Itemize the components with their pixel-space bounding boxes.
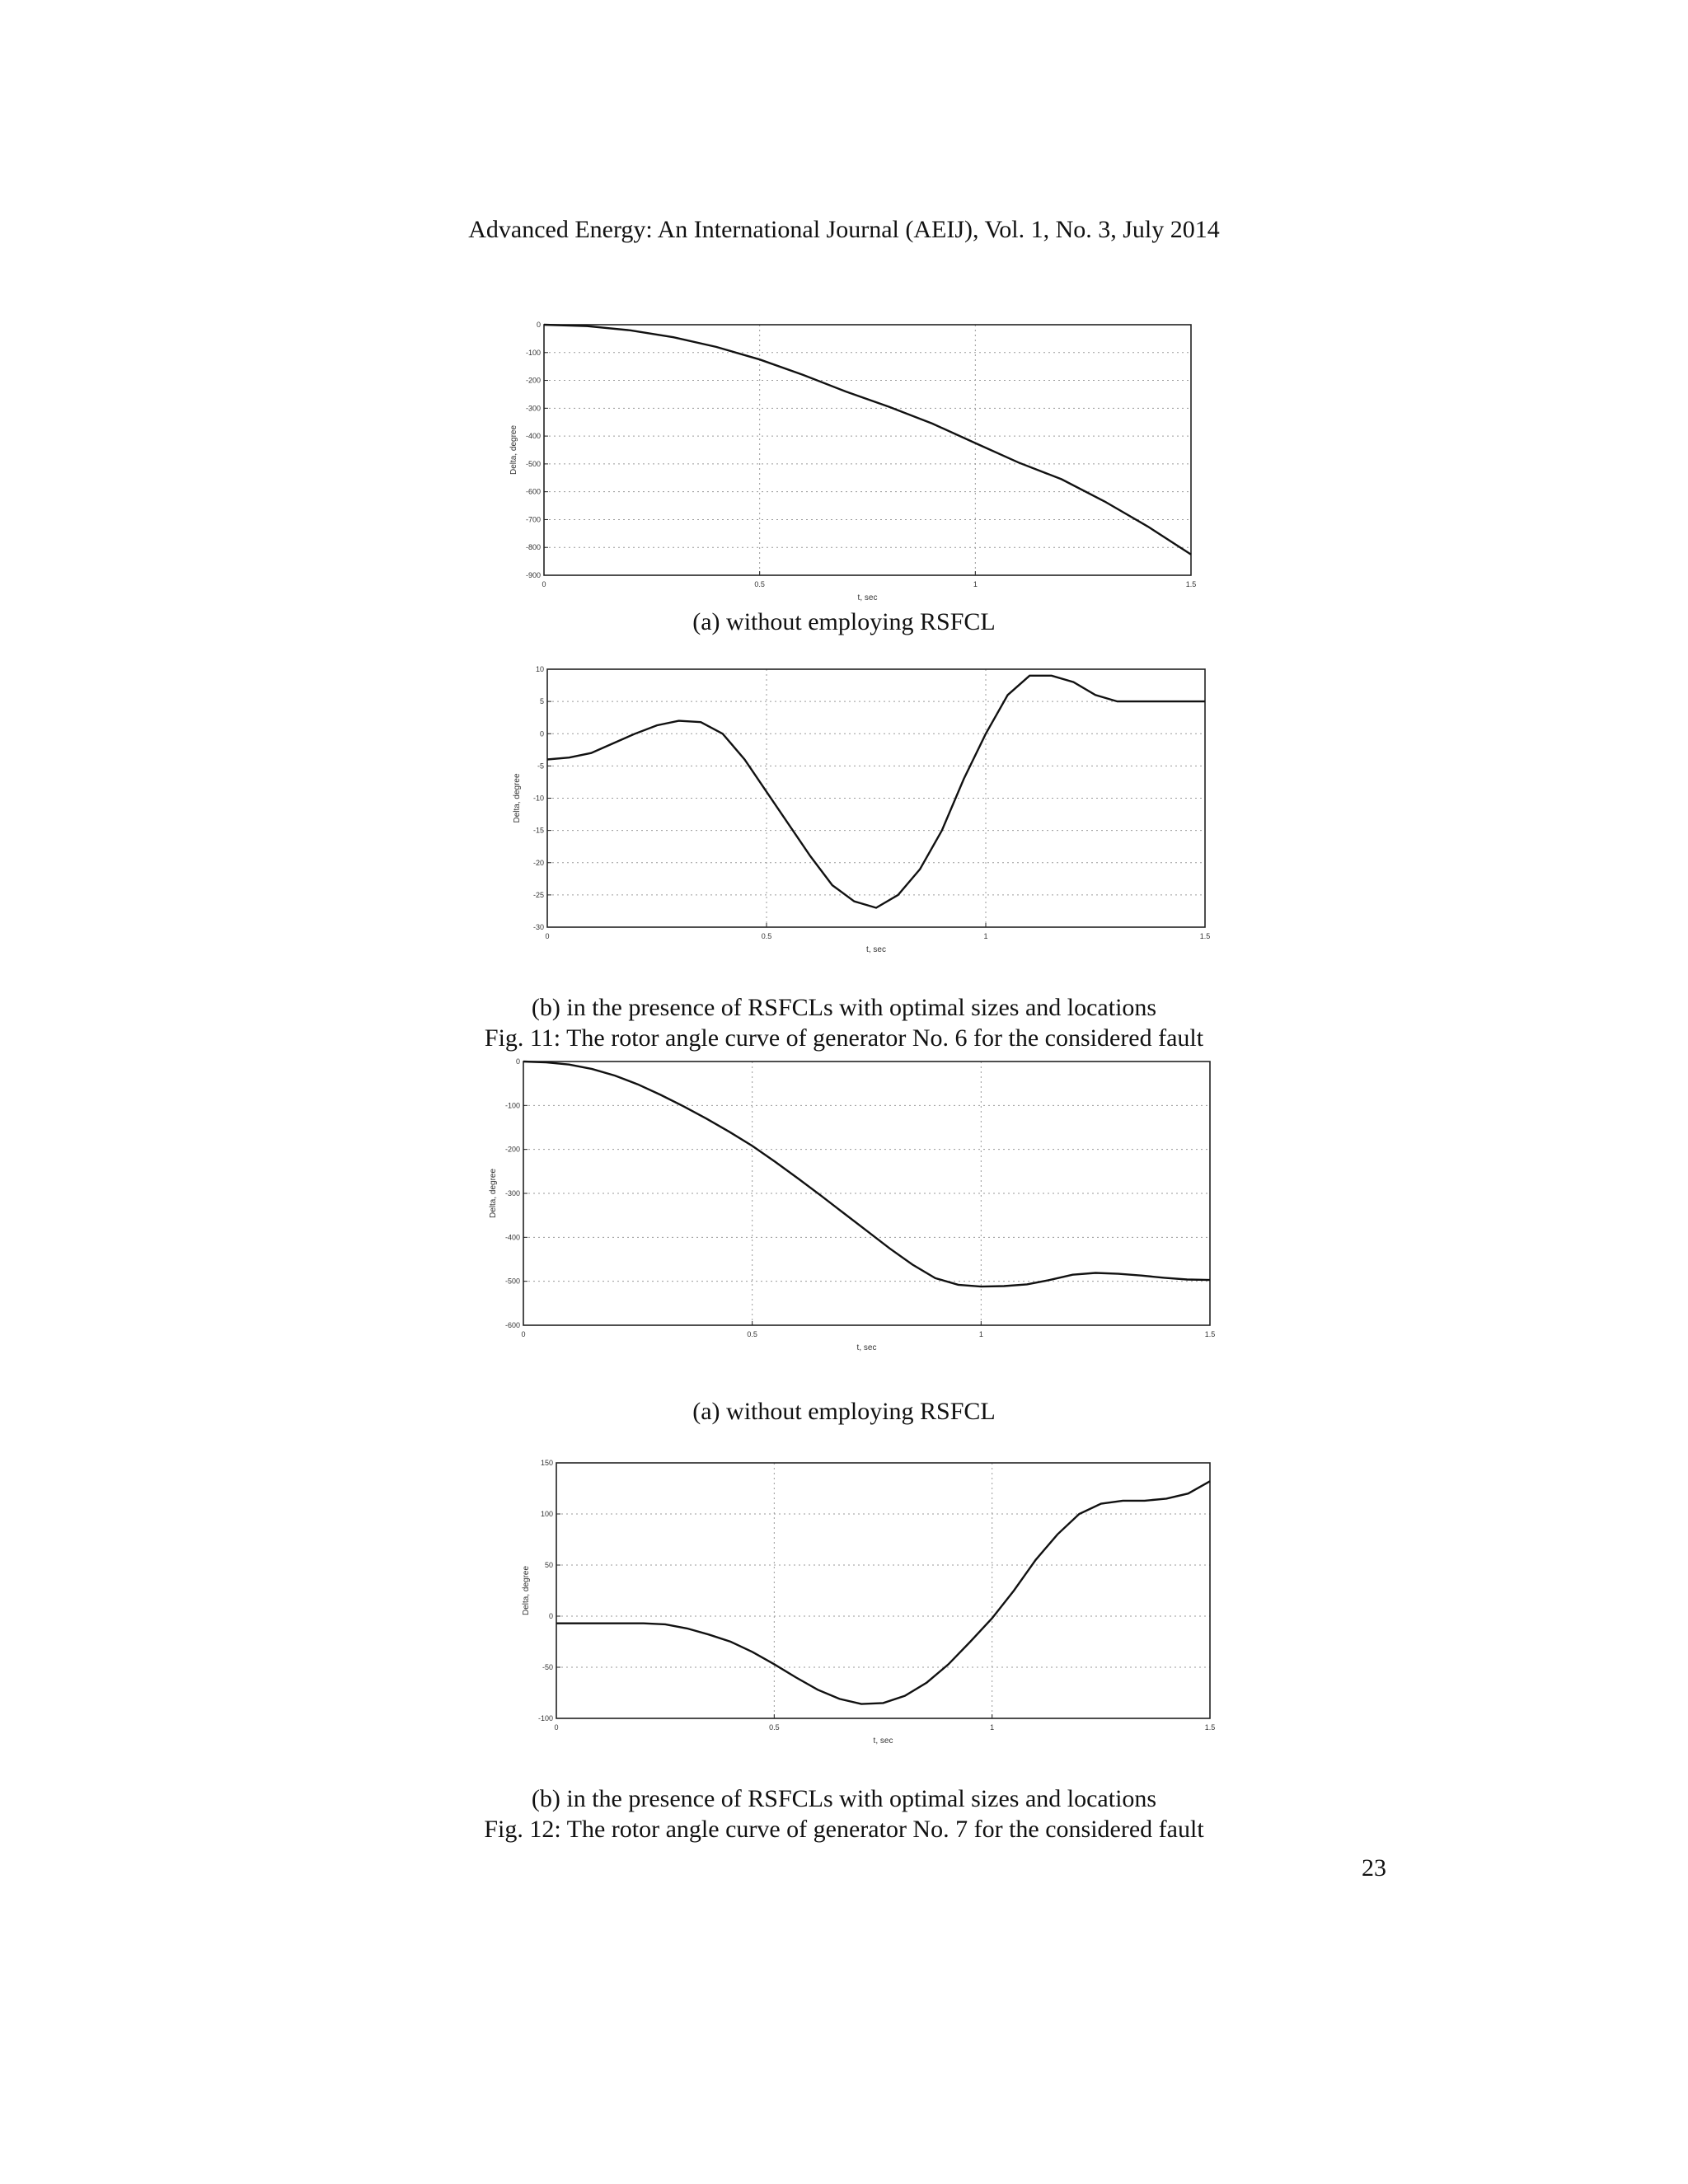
x-tick-label: 1.5 [1199, 932, 1211, 940]
rotor-angle-chart-fig12b [511, 1455, 1220, 1751]
running-header: Advanced Energy: An International Journal (AEIJ), Vol. 1, No. 3, July 2014 [468, 216, 1220, 243]
x-tick-label: 0 [554, 1723, 559, 1732]
x-tick-label: 0.5 [747, 1330, 757, 1338]
y-tick-label: -20 [532, 858, 544, 867]
y-tick-label: 0 [539, 729, 544, 738]
y-tick-label: -500 [504, 1277, 520, 1286]
y-tick-label: -500 [525, 459, 541, 468]
y-tick-label: -200 [525, 376, 541, 385]
y-tick-label: -200 [504, 1145, 520, 1154]
y-tick-label: -600 [504, 1321, 520, 1329]
y-axis-label: Delta, degree [522, 1565, 531, 1616]
x-tick-label: 1.5 [1185, 580, 1197, 588]
y-tick-label: -400 [504, 1233, 520, 1242]
x-tick-label: 1 [983, 932, 988, 940]
caption-fig11a: (a) without employing RSFCL [692, 608, 996, 635]
y-tick-label: -25 [532, 890, 544, 899]
plot-frame [556, 1463, 1210, 1718]
y-tick-label: -800 [525, 543, 541, 552]
x-tick-label: 1.5 [1204, 1723, 1216, 1732]
y-tick-label: -700 [525, 515, 541, 524]
y-tick-label: 100 [540, 1510, 553, 1518]
x-axis-label: t, sec [857, 593, 878, 602]
y-axis-label: Delta, degree [513, 773, 522, 823]
x-tick-label: 1 [978, 1330, 983, 1338]
caption-fig12b: (b) in the presence of RSFCLs with optimal sizes and locations [531, 1785, 1157, 1812]
y-tick-label: -300 [525, 404, 541, 413]
y-tick-label: -50 [542, 1663, 553, 1671]
plot-frame [544, 325, 1191, 575]
caption-fig11b: (b) in the presence of RSFCLs with optimal sizes and locations [531, 994, 1157, 1021]
page-number: 23 [1362, 1854, 1386, 1882]
x-tick-label: 0.5 [769, 1723, 780, 1732]
x-axis-label: t, sec [866, 945, 886, 954]
rotor-angle-curve [523, 1062, 1210, 1286]
y-tick-label: -100 [537, 1714, 553, 1722]
caption-fig12-title: Fig. 12: The rotor angle curve of generator No. 7 for the considered fault [484, 1816, 1204, 1843]
y-axis-label: Delta, degree [509, 424, 518, 476]
y-tick-label: -400 [525, 432, 541, 441]
y-tick-label: -10 [532, 794, 544, 803]
x-tick-label: 0 [542, 580, 546, 588]
caption-fig11-title: Fig. 11: The rotor angle curve of generator No. 6 for the considered fault [484, 1024, 1204, 1052]
y-tick-label: -5 [537, 762, 544, 771]
y-tick-label: 5 [539, 697, 544, 706]
y-tick-label: 0 [536, 321, 541, 329]
y-tick-label: -600 [525, 487, 541, 496]
y-tick-label: -900 [525, 571, 541, 579]
y-axis-label: Delta, degree [489, 1168, 498, 1219]
y-tick-label: 0 [515, 1057, 520, 1066]
y-tick-label: -15 [532, 826, 544, 835]
y-tick-label: -100 [525, 348, 541, 357]
rotor-angle-chart-fig11b [511, 659, 1212, 964]
rotor-angle-curve [547, 676, 1205, 908]
x-tick-label: 0 [545, 932, 550, 940]
x-tick-label: 0.5 [761, 932, 772, 940]
x-axis-label: t, sec [873, 1736, 893, 1746]
y-tick-label: -30 [532, 923, 544, 931]
x-tick-label: 1.5 [1204, 1330, 1216, 1338]
x-tick-label: 0 [521, 1330, 526, 1338]
rotor-angle-chart-fig12a [478, 1053, 1220, 1358]
y-tick-label: -300 [504, 1189, 520, 1197]
caption-fig12a: (a) without employing RSFCL [692, 1398, 996, 1425]
x-tick-label: 0.5 [754, 580, 765, 588]
x-tick-label: 1 [990, 1723, 995, 1732]
rotor-angle-curve [556, 1481, 1210, 1704]
x-tick-label: 1 [973, 580, 978, 588]
y-tick-label: 50 [544, 1561, 553, 1569]
y-tick-label: 0 [548, 1612, 553, 1620]
x-axis-label: t, sec [856, 1343, 877, 1352]
rotor-angle-chart-fig11a [495, 313, 1203, 610]
y-tick-label: -100 [504, 1101, 520, 1110]
y-tick-label: 10 [535, 665, 544, 673]
y-tick-label: 150 [540, 1459, 553, 1467]
